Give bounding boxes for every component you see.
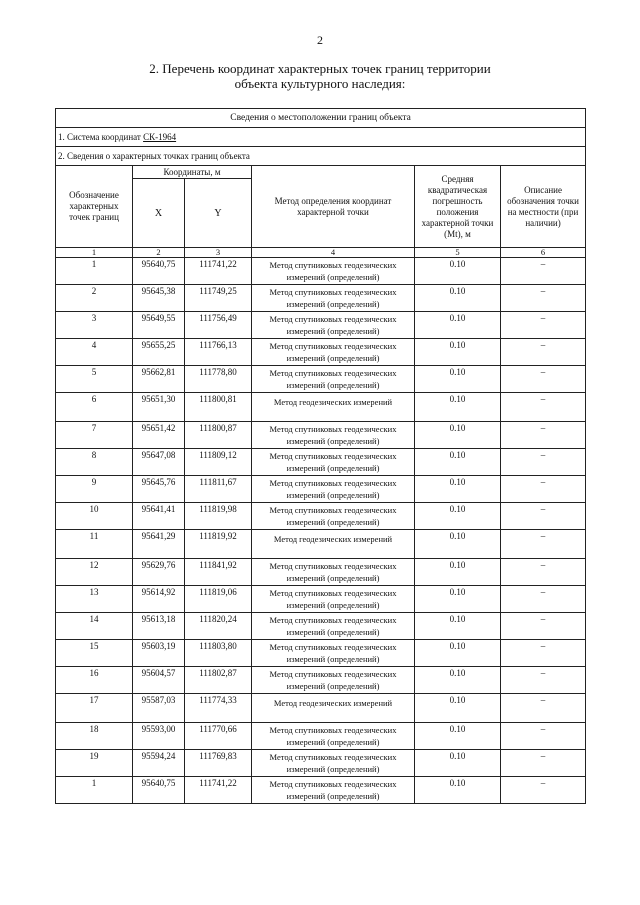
y-cell: 111800,87 [185,422,252,449]
table-row [56,476,586,503]
description-cell: – [501,393,586,422]
point-cell: 1 [56,258,133,285]
description-cell: – [501,339,586,366]
x-cell: 95640,75 [133,777,185,804]
y-cell: 111811,67 [185,476,252,503]
description-cell: – [501,586,586,613]
error-cell: 0.10 [415,422,501,449]
y-cell: 111770,66 [185,723,252,750]
error-cell: 0.10 [415,530,501,559]
point-cell: 16 [56,667,133,694]
col-coords-header: Координаты, м [133,166,252,179]
y-cell: 111741,22 [185,258,252,285]
table-row [56,530,586,559]
y-cell: 111819,92 [185,530,252,559]
system-prefix: 1. Система координат [58,132,144,142]
x-cell: 95651,30 [133,393,185,422]
error-cell: 0.10 [415,613,501,640]
description-cell: – [501,613,586,640]
table-row [56,723,586,750]
table-row [56,366,586,393]
col-number: 2 [133,248,185,258]
error-cell: 0.10 [415,694,501,723]
x-cell: 95629,76 [133,559,185,586]
y-cell: 111774,33 [185,694,252,723]
error-cell: 0.10 [415,393,501,422]
table-row [56,640,586,667]
method-cell: Метод геодезических измерений [252,694,415,723]
description-cell: – [501,312,586,339]
method-cell: Метод спутниковых геодезических измерений (определений) [252,339,415,366]
x-cell: 95640,75 [133,258,185,285]
point-cell: 9 [56,476,133,503]
method-cell: Метод спутниковых геодезических измерений (определений) [252,258,415,285]
x-cell: 95603,19 [133,640,185,667]
table-row [56,312,586,339]
method-cell: Метод спутниковых геодезических измерений (определений) [252,559,415,586]
page-number: 2 [317,33,323,47]
method-cell: Метод спутниковых геодезических измерений (определений) [252,422,415,449]
point-cell: 4 [56,339,133,366]
method-cell: Метод спутниковых геодезических измерений (определений) [252,449,415,476]
system-name: СК-1964 [143,132,177,142]
point-cell: 13 [56,586,133,613]
x-cell: 95649,55 [133,312,185,339]
error-cell: 0.10 [415,667,501,694]
x-cell: 95641,29 [133,530,185,559]
method-cell: Метод спутниковых геодезических измерений (определений) [252,285,415,312]
method-cell: Метод спутниковых геодезических измерений (определений) [252,503,415,530]
x-cell: 95662,81 [133,366,185,393]
document-title [0,61,640,91]
description-cell: – [501,422,586,449]
table-row [56,393,586,422]
method-cell: Метод спутниковых геодезических измерений (определений) [252,640,415,667]
point-cell: 12 [56,559,133,586]
method-cell: Метод спутниковых геодезических измерений (определений) [252,366,415,393]
table-row [56,750,586,777]
point-cell: 7 [56,422,133,449]
error-cell: 0.10 [415,750,501,777]
table-row [56,559,586,586]
error-cell: 0.10 [415,503,501,530]
x-cell: 95647,08 [133,449,185,476]
col-number: 3 [185,248,252,258]
table-row [56,258,586,285]
point-cell: 1 [56,777,133,804]
point-cell: 2 [56,285,133,312]
error-cell: 0.10 [415,640,501,667]
y-cell: 111800,81 [185,393,252,422]
col-point-header: Обозначение характерных точек границ [56,166,133,248]
title-line-1: 2. Перечень координат характерных точек границ территории [149,61,491,76]
error-cell: 0.10 [415,559,501,586]
x-cell: 95593,00 [133,723,185,750]
x-cell: 95594,24 [133,750,185,777]
x-cell: 95655,25 [133,339,185,366]
method-cell: Метод геодезических измерений [252,393,415,422]
point-cell: 11 [56,530,133,559]
col-desc-header: Описание обозначения точки на местности (при наличии) [501,166,586,248]
section-header: Сведения о местоположении границ объекта [56,109,586,128]
method-cell: Метод спутниковых геодезических измерений (определений) [252,750,415,777]
points-header: 2. Сведения о характерных точках границ объекта [56,147,586,166]
description-cell: – [501,559,586,586]
description-cell: – [501,449,586,476]
method-cell: Метод спутниковых геодезических измерений (определений) [252,723,415,750]
y-cell: 111819,98 [185,503,252,530]
table-row [56,503,586,530]
error-cell: 0.10 [415,258,501,285]
table-row [56,285,586,312]
x-cell: 95645,38 [133,285,185,312]
method-cell: Метод спутниковых геодезических измерений (определений) [252,777,415,804]
col-x-header: X [133,179,185,248]
point-cell: 10 [56,503,133,530]
method-cell: Метод геодезических измерений [252,530,415,559]
table-row [56,339,586,366]
error-cell: 0.10 [415,366,501,393]
table-body [56,258,586,804]
method-cell: Метод спутниковых геодезических измерений (определений) [252,613,415,640]
x-cell: 95614,92 [133,586,185,613]
x-cell: 95645,76 [133,476,185,503]
y-cell: 111803,80 [185,640,252,667]
y-cell: 111778,80 [185,366,252,393]
x-cell: 95587,03 [133,694,185,723]
point-cell: 18 [56,723,133,750]
description-cell: – [501,750,586,777]
x-cell: 95641,41 [133,503,185,530]
y-cell: 111820,24 [185,613,252,640]
y-cell: 111841,92 [185,559,252,586]
table-row [56,694,586,723]
y-cell: 111749,25 [185,285,252,312]
x-cell: 95651,42 [133,422,185,449]
error-cell: 0.10 [415,312,501,339]
y-cell: 111819,06 [185,586,252,613]
point-cell: 5 [56,366,133,393]
error-cell: 0.10 [415,339,501,366]
point-cell: 6 [56,393,133,422]
description-cell: – [501,694,586,723]
error-cell: 0.10 [415,723,501,750]
col-number: 1 [56,248,133,258]
y-cell: 111741,22 [185,777,252,804]
method-cell: Метод спутниковых геодезических измерений (определений) [252,586,415,613]
description-cell: – [501,640,586,667]
error-cell: 0.10 [415,476,501,503]
table-row [56,777,586,804]
x-cell: 95604,57 [133,667,185,694]
table-row [56,613,586,640]
col-y-header: Y [185,179,252,248]
col-number: 4 [252,248,415,258]
point-cell: 15 [56,640,133,667]
point-cell: 8 [56,449,133,476]
description-cell: – [501,476,586,503]
method-cell: Метод спутниковых геодезических измерений (определений) [252,476,415,503]
description-cell: – [501,667,586,694]
description-cell: – [501,777,586,804]
col-number: 6 [501,248,586,258]
point-cell: 17 [56,694,133,723]
error-cell: 0.10 [415,777,501,804]
description-cell: – [501,285,586,312]
description-cell: – [501,503,586,530]
y-cell: 111769,83 [185,750,252,777]
x-cell: 95613,18 [133,613,185,640]
point-cell: 3 [56,312,133,339]
error-cell: 0.10 [415,586,501,613]
error-cell: 0.10 [415,285,501,312]
coordinate-system [56,128,586,147]
description-cell: – [501,366,586,393]
coordinates-table [55,108,586,804]
method-cell: Метод спутниковых геодезических измерений (определений) [252,667,415,694]
y-cell: 111809,12 [185,449,252,476]
col-method-header: Метод определения координат характерной точки [252,166,415,248]
description-cell: – [501,723,586,750]
point-cell: 19 [56,750,133,777]
y-cell: 111766,13 [185,339,252,366]
table-row [56,449,586,476]
error-cell: 0.10 [415,449,501,476]
table-row [56,422,586,449]
y-cell: 111756,49 [185,312,252,339]
col-number: 5 [415,248,501,258]
table-row [56,667,586,694]
point-cell: 14 [56,613,133,640]
method-cell: Метод спутниковых геодезических измерений (определений) [252,312,415,339]
table-row [56,586,586,613]
description-cell: – [501,530,586,559]
description-cell: – [501,258,586,285]
y-cell: 111802,87 [185,667,252,694]
col-error-header: Средняя квадратическая погрешность положения характерной точки (Mt), м [415,166,501,248]
title-line-2: объекта культурного наследия: [234,76,406,91]
